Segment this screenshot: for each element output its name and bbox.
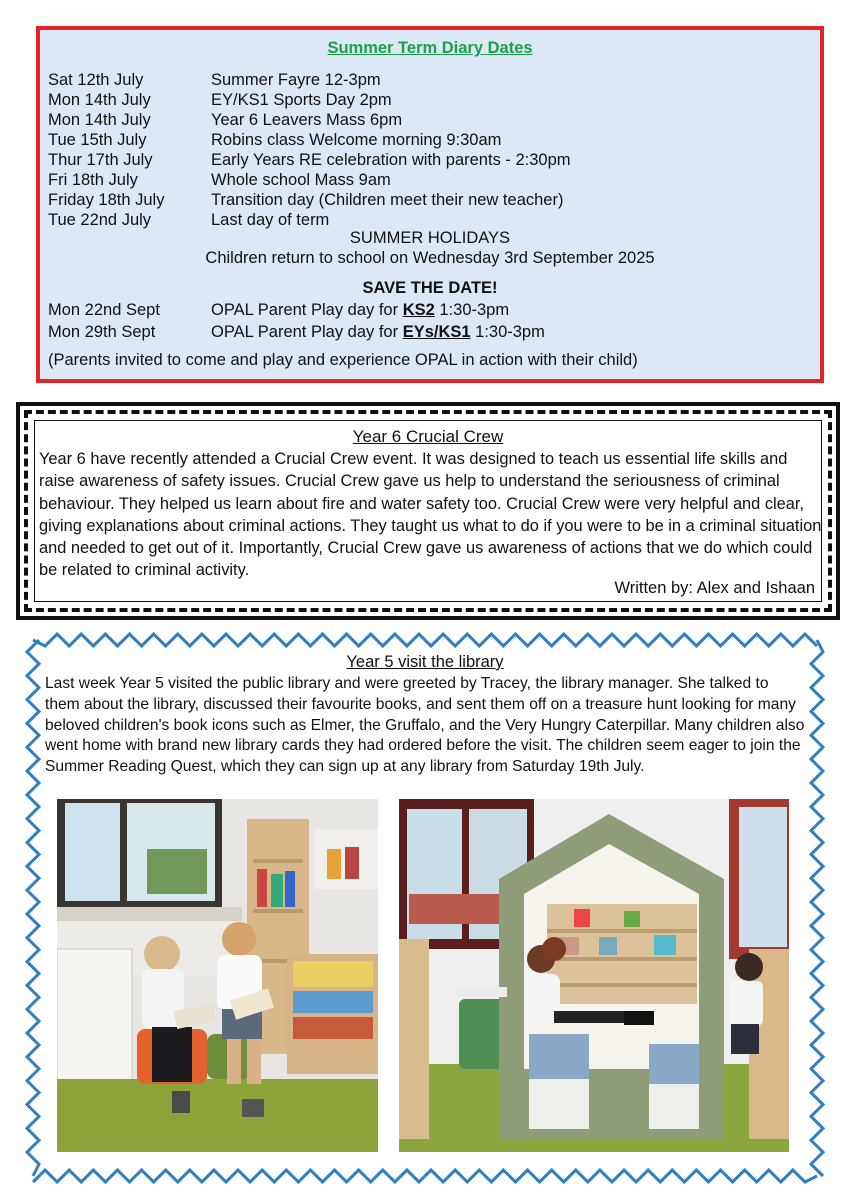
- event-name: Early Years RE celebration with parents - 2:30pm: [211, 151, 571, 169]
- opal-prefix: OPAL Parent Play day for: [211, 323, 403, 341]
- event-date: Sat 12th July: [48, 71, 144, 89]
- opal-time: 1:30-3pm: [434, 301, 510, 319]
- zigzag-segment: [811, 640, 823, 1176]
- event-date: Friday 18th July: [48, 191, 165, 209]
- opal-group: KS2: [402, 301, 435, 319]
- event-date: Mon 29th Sept: [48, 323, 156, 341]
- event-date: Tue 15th July: [48, 131, 147, 149]
- opal-time: 1:30-3pm: [470, 323, 545, 341]
- crucial-crew-box: [16, 402, 840, 620]
- library-title: Year 5 visit the library: [346, 653, 504, 671]
- crew-title: Year 6 Crucial Crew: [352, 427, 504, 446]
- event-name: Last day of term: [211, 211, 330, 229]
- event-date: Mon 22nd Sept: [48, 301, 160, 319]
- event-date: Thur 17th July: [48, 151, 153, 169]
- event-name: Transition day (Children meet their new teacher): [211, 191, 564, 209]
- photo-children-reading-on-stools: [57, 799, 378, 1152]
- save-the-date-heading: SAVE THE DATE!: [362, 279, 498, 297]
- diary-dates-box: [36, 26, 824, 383]
- zigzag-segment: [33, 634, 817, 646]
- zigzag-segment: [33, 1170, 817, 1182]
- event-name: EY/KS1 Sports Day 2pm: [211, 91, 392, 109]
- event-name: Year 6 Leavers Mass 6pm: [211, 111, 403, 129]
- diary-title: Summer Term Diary Dates: [327, 39, 533, 57]
- event-date: Tue 22nd July: [48, 211, 152, 229]
- photo-children-in-reading-house: [399, 799, 789, 1152]
- holidays-heading: SUMMER HOLIDAYS: [349, 229, 511, 247]
- library-body: Last week Year 5 visited the public library and were greeted by Tracey, the library manager. She talked to them about the library, discussed their favourite books, and sent them off on a treasure hunt looking for many beloved children's book icons such as Elmer, the Gruffalo, and the Very Hungry Caterpillar. Many children also went home with brand new library cards they had ordered before the visit. The children seem eager to join the Summer Reading Quest, which they can sign up at any library from Saturday 19th July.: [45, 675, 805, 776]
- event-name: Summer Fayre 12-3pm: [211, 71, 381, 89]
- event-date: Mon 14th July: [48, 91, 151, 109]
- opal-prefix: OPAL Parent Play day for: [211, 301, 403, 319]
- zigzag-segment: [27, 640, 39, 1176]
- event-name: [211, 322, 545, 342]
- event-name: Robins class Welcome morning 9:30am: [211, 131, 502, 149]
- crew-body: Year 6 have recently attended a Crucial Crew event. It was designed to teach us essential life skills and raise awareness of safety issues. Crucial Crew gave us help to understand the seriousness of criminal behaviour. They helped us learn about fire and water safety too. Crucial Crew were very helpful and clear, giving explanations about criminal actions. They taught us what to do if you were to be in a criminal situation and needed to get out of it. Importantly, Crucial Crew gave us awareness of actions that we do which could be related to criminal activity.: [39, 450, 822, 580]
- crucial-crew-content: [34, 420, 822, 602]
- crew-author: Written by: Alex and Ishaan: [614, 579, 815, 597]
- event-name: [211, 300, 509, 320]
- parents-note: (Parents invited to come and play and experience OPAL in action with their child): [48, 351, 638, 369]
- return-note: Children return to school on Wednesday 3rd September 2025: [205, 249, 655, 267]
- event-date: Fri 18th July: [48, 171, 138, 189]
- event-date: Mon 14th July: [48, 111, 151, 129]
- event-name: Whole school Mass 9am: [211, 171, 391, 189]
- library-visit-box: [25, 632, 825, 1184]
- opal-group: EYs/KS1: [402, 323, 471, 341]
